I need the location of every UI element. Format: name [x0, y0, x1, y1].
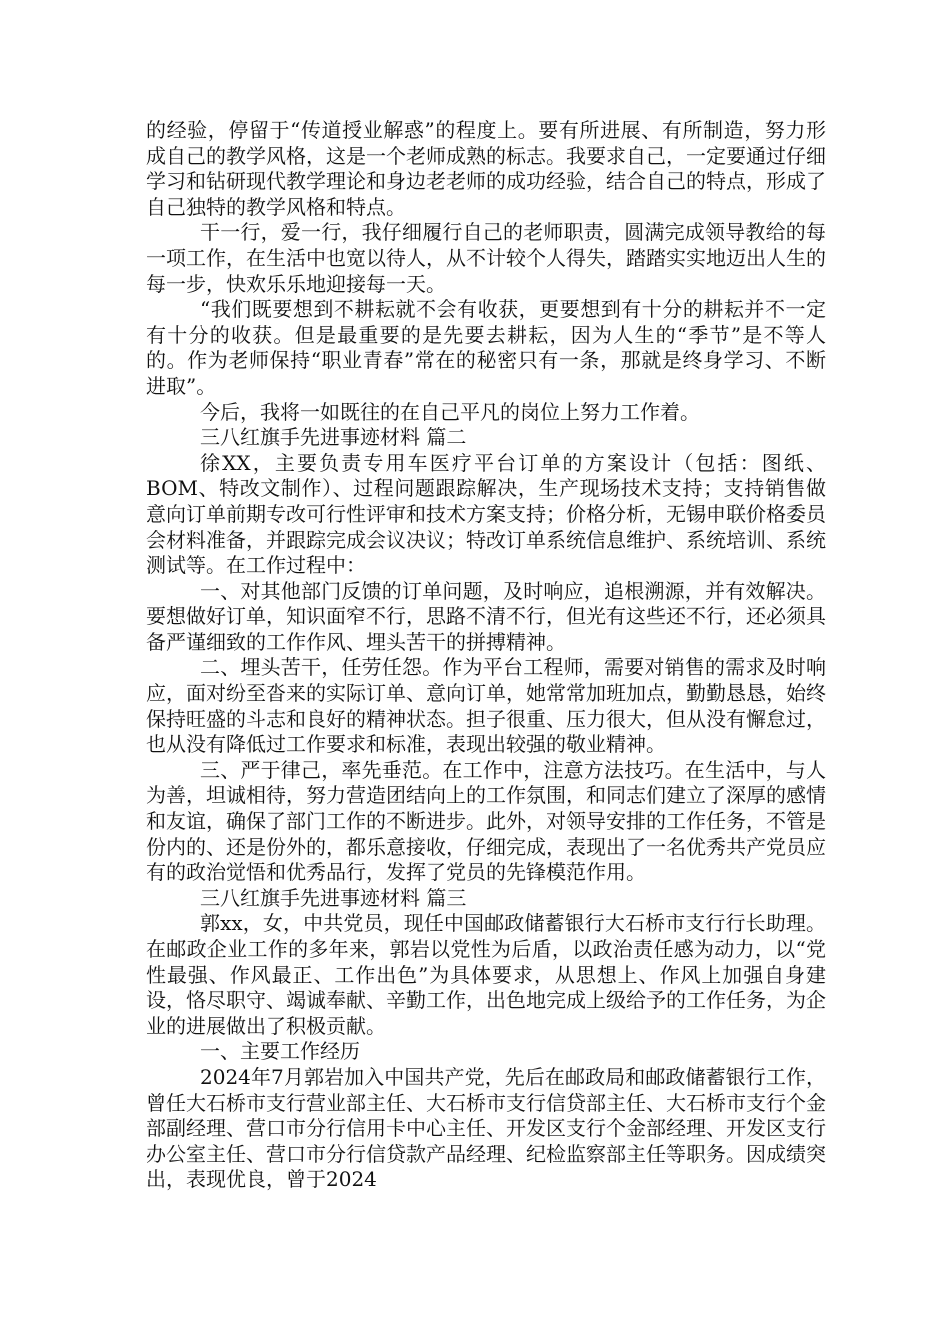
paragraph: 徐XX，主要负责专用车医疗平台订单的方案设计（包括：图纸、BOM、特改文制作）、过程问题跟踪解决，生产现场技术支持；支持销售做意向订单前期专改可行性评审和技术方案支持；价格分析，无锡申联价格委员会材料准备，并跟踪完成会议决议；特改订单系统信息维护、系统培训、系统测试等。在工作过程中：: [146, 450, 826, 578]
section-heading: 三八红旗手先进事迹材料 篇二: [200, 425, 467, 450]
subsection-heading: 一、主要工作经历: [200, 1039, 360, 1064]
paragraph: 的经验，停留于“传道授业解惑”的程度上。要有所进展、有所制造，努力形成自己的教学风格，这是一个老师成熟的标志。我要求自己，一定要通过仔细学习和钻研现代教学理论和身边老老师的成功经验，结合自己的特点，形成了自己独特的教学风格和特点。: [146, 118, 826, 219]
paragraph: 干一行，爱一行，我仔细履行自己的老师职责，圆满完成领导教给的每一项工作，在生活中也宽以待人，从不计较个人得失，踏踏实实地迈出人生的每一步，快欢乐乐地迎接每一天。: [146, 220, 826, 296]
paragraph: 二、埋头苦干，任劳任怨。作为平台工程师，需要对销售的需求及时响应，面对纷至沓来的实际订单、意向订单，她常常加班加点，勤勤恳恳，始终保持旺盛的斗志和良好的精神状态。担子很重、压力很大，但从没有懈怠过，也从没有降低过工作要求和标准，表现出较强的敬业精神。: [146, 655, 826, 757]
paragraph: 一、对其他部门反馈的订单问题，及时响应，追根溯源，并有效解决。要想做好订单，知识面窄不行，思路不清不行，但光有这些还不行，还必须具备严谨细致的工作作风、埋头苦干的拼搏精神。: [146, 578, 826, 654]
paragraph: 2024年7月郭岩加入中国共产党，先后在邮政局和邮政储蓄银行工作，曾任大石桥市支行营业部主任、大石桥市支行信贷部主任、大石桥市支行个金部副经理、营口市分行信用卡中心主任、开发区支行个金部经理、开发区支行办公室主任、营口市分行信贷款产品经理、纪检监察部主任等职务。因成绩突出，表现优良，曾于2024: [146, 1064, 826, 1192]
paragraph: “我们既要想到不耕耘就不会有收获，更要想到有十分的耕耘并不一定有十分的收获。但是最重要的是先要去耕耘，因为人生的“季节”是不等人的。作为老师保持“职业青春”常在的秘密只有一条，那就是终身学习、不断进取”。: [146, 297, 826, 398]
section-heading: 三八红旗手先进事迹材料 篇三: [200, 885, 467, 910]
paragraph: 今后，我将一如既往的在自己平凡的岗位上努力工作着。: [200, 399, 700, 424]
paragraph: 郭xx，女，中共党员，现任中国邮政储蓄银行大石桥市支行行长助理。在邮政企业工作的多年来，郭岩以党性为后盾，以政治责任感为动力，以“党性最强、作风最正、工作出色”为具体要求，从思想上、作风上加强自身建设，恪尽职守、竭诚奉献、辛勤工作，出色地完成上级给予的工作任务，为企业的进展做出了积极贡献。: [146, 911, 826, 1038]
paragraph: 三、严于律己，率先垂范。在工作中，注意方法技巧。在生活中，与人为善，坦诚相待，努力营造团结向上的工作氛围，和同志们建立了深厚的感情和友谊，确保了部门工作的不断进步。此外，对领导安排的工作任务，不管是份内的、还是份外的，都乐意接收，仔细完成，表现出了一名优秀共产党员应有的政治觉悟和优秀品行，发挥了党员的先锋模范作用。: [146, 757, 826, 885]
document-body: [146, 118, 826, 1193]
